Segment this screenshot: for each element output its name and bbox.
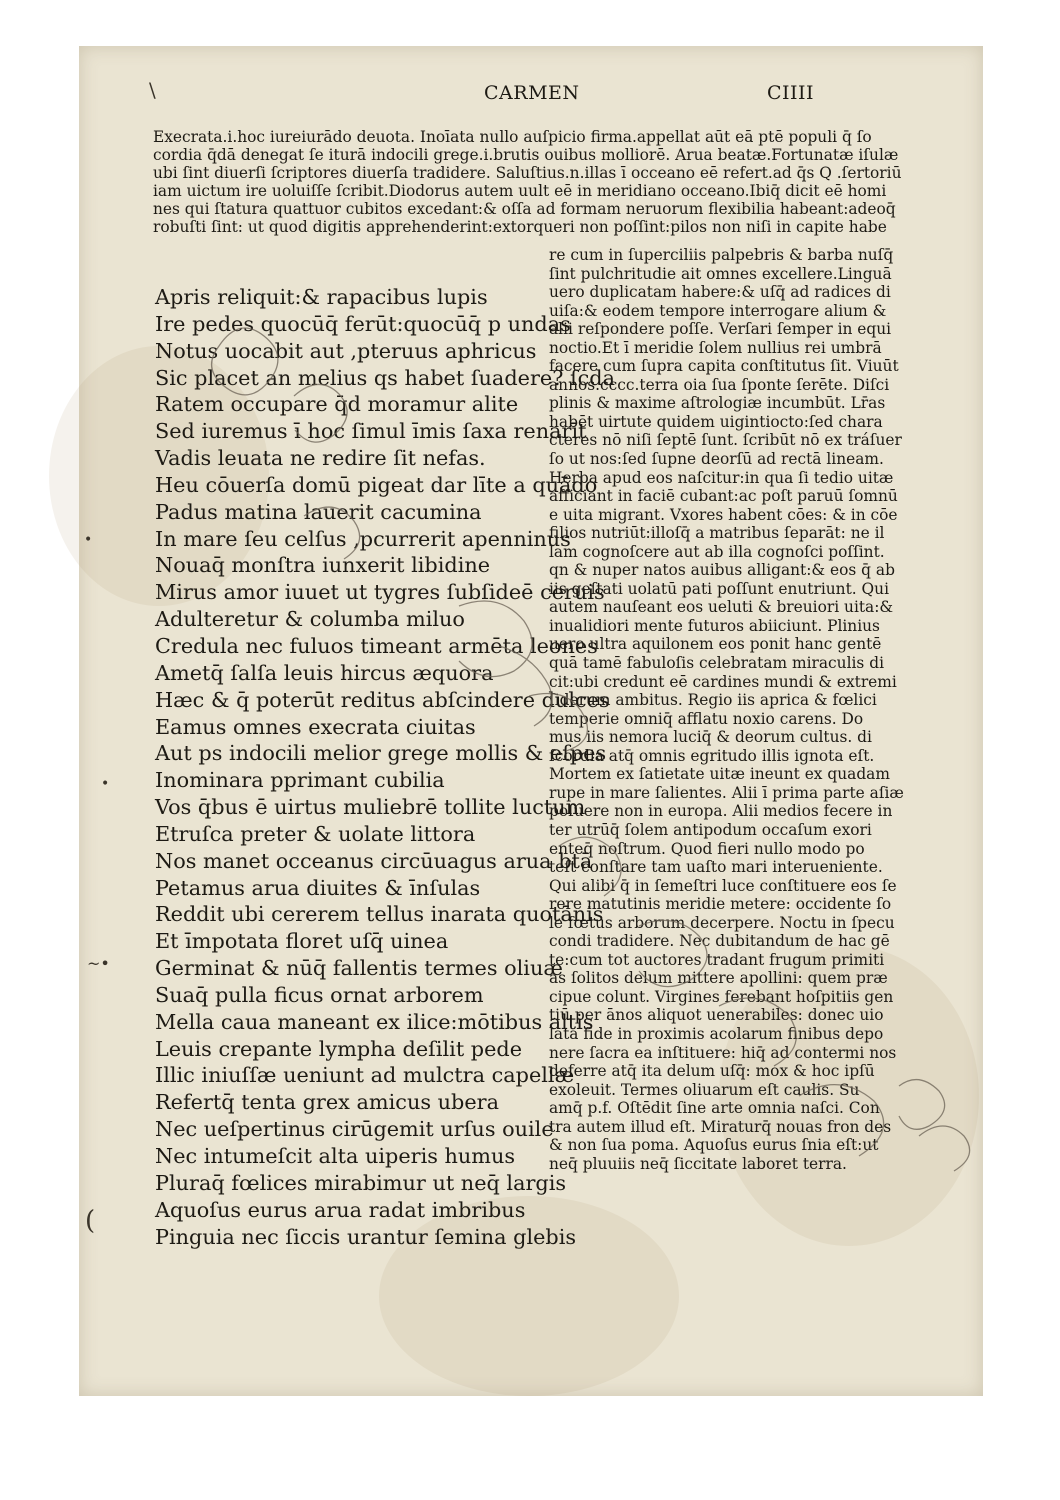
- commentary-line: alii reſpondere poſſe. Verſari ſemper in equi: [549, 320, 892, 339]
- verse-line: Aut ps indocili melior grege mollis & eſpes: [155, 741, 607, 766]
- commentary-line: as ſolitos delum mittere apollini: quem præ: [549, 969, 888, 988]
- commentary-line: le fœtus arborum decerpere. Noctu in ſpecu: [549, 913, 895, 932]
- verse-block: [155, 284, 616, 1250]
- commentary-line: mus iis nemora luciq̄ & deorum cultus. di: [549, 728, 872, 747]
- ink-mark: •: [84, 532, 93, 548]
- verse-line: Refertq̄ tenta grex amicus ubera: [155, 1090, 499, 1115]
- verse-line: Ratem occupare q̄d moramur alite: [155, 392, 519, 417]
- verse-line: Nec intumeſcit alta uiperis humus: [155, 1144, 516, 1168]
- verse-line: Et īmpotata floret uſq̄ uinea: [155, 929, 449, 954]
- commentary-line: iam uictum ire uoluiſſe ſcribit.Diodorus autem uult eē in meridiano occeano.Ibiq̄ dicit eē homi: [153, 182, 887, 201]
- commentary-line: cipue colunt. Virgines ferebant hoſpitiis gen: [549, 987, 894, 1006]
- verse-line: Heu cōuerſa domū pigeat dar līte a quādo: [155, 472, 598, 497]
- verse-line: Illic iniuſſæ ueniunt ad mulctra capellæ: [155, 1063, 575, 1088]
- commentary-right: [549, 246, 904, 1173]
- verse-line: Reddit ubi cererem tellus inarata quotānis: [155, 902, 604, 927]
- commentary-line: te:cum tot auctores tradant frugum primiti: [549, 950, 885, 969]
- commentary-line: Qui alibi q̄ in ſemeſtri luce conſtituere eos ſe: [549, 876, 897, 895]
- commentary-line: cit:ubi credunt eē cardines mundi & extremi: [549, 672, 897, 691]
- commentary-line: neq̄ pluuiis neq̄ ſiccitate laboret terra.: [549, 1154, 847, 1173]
- verse-line: Petamus arua diuites & īnſulas: [155, 875, 481, 900]
- commentary-line: & non ſua poma. Aquoſus eurus ſnia eſt:ut: [549, 1136, 879, 1155]
- commentary-line: re cum in ſuperciliis palpebris & barba nuſq̄: [549, 246, 894, 264]
- verse-line: Eamus omnes execrata ciuitas: [155, 714, 476, 739]
- commentary-line: tra autem illud eſt. Miraturq̄ nouas fron des: [549, 1117, 892, 1136]
- verse-line: Leuis crepante lympha deſilit pede: [155, 1036, 523, 1061]
- verse-line: Pinguia nec ſiccis urantur ſemina glebis: [155, 1224, 577, 1249]
- commentary-line: iis geſtati uolatū pati poſſunt enutriunt. Qui: [549, 579, 889, 598]
- commentary-line: temperie omniq̄ afflatu noxio carens. Do: [549, 709, 864, 728]
- commentary-line: filios nutriūt:illoſq̄ a matribus ſeparāt: ne il: [549, 524, 885, 543]
- commentary-line: cteres nō niſi ſeptē ſunt. ſcribūt nō ex tráſuer: [549, 431, 902, 450]
- commentary-line: autem nauſeant eos ueluti & breuiori uita:&: [549, 598, 894, 617]
- ink-mark: •: [101, 776, 110, 792]
- commentary-line: tiū per ānos aliquot uenerabiles: donec uio: [549, 1006, 884, 1025]
- verse-line: Nos manet occeanus circūuagus arua btā: [155, 848, 593, 873]
- commentary-line: rere matutinis meridie metere: occidente ſo: [549, 895, 892, 914]
- commentary-line: plinis & maxime aſtrologiæ incumbūt. Lr̄as: [549, 394, 886, 413]
- commentary-line: uiſa:& eodem tempore interrogare alium &: [549, 301, 887, 320]
- commentary-line: nere ſacra ea inſtituere: hiq̄ ad contermi nos: [549, 1043, 897, 1062]
- verse-line: Ire pedes quocūq̄ ferūt:quocūq̄ p undas: [155, 311, 571, 336]
- verse-line: Mella caua maneant ex ilice:mōtibus altis: [155, 1009, 594, 1034]
- verse-line: Credula nec fuluos timeant armēta leones: [155, 633, 598, 658]
- verse-line: Vos q̄bus ē uirtus muliebrē tollite luctum: [155, 795, 586, 820]
- commentary-top: [153, 128, 902, 237]
- commentary-line: uero duplicatam habere:& uſq̄ ad radices di: [549, 283, 891, 302]
- commentary-line: habēt uirtute quidem uigintiocto:ſed chara: [549, 412, 883, 431]
- verse-line: Notus uocabit aut ,pteruus aphricus: [155, 338, 537, 363]
- commentary-line: uero ultra aquilonem eos ponit hanc gentē: [549, 635, 882, 654]
- verse-line: Sic placet an melius qs habet ſuadere? ſcda: [155, 365, 616, 390]
- commentary-line: facere cum ſupra capita conſtitutus ſit. Viuūt: [549, 357, 899, 376]
- verse-line: Apris reliquit:& rapacibus lupis: [155, 285, 488, 309]
- verse-line: Germinat & nūq̄ fallentis termes oliuæ: [155, 956, 563, 981]
- commentary-line: ſint pulchritudie ait omnes excellere.Linguā: [549, 264, 892, 283]
- commentary-line: afficiant in faciē cubant:ac poſt paruū ſomnū: [549, 487, 898, 506]
- verse-line: Hæc & q̄ poterūt reditus abſcindere dulces: [155, 687, 610, 712]
- verse-line: Sed iuremus ī hoc ſimul īmis ſaxa renarīt: [155, 419, 587, 444]
- commentary-line: Execrata.i.hoc iureiurādo deuota. Inoīata nullo auſpicio firma.appellat aūt eā ptē populi q̄ ſo: [153, 128, 872, 146]
- verse-line: Suaq̄ pulla ficus ornat arborem: [155, 982, 484, 1007]
- verse-line: Pluraq̄ fœlices mirabimur ut neq̄ largis: [155, 1170, 567, 1195]
- verse-line: Nouaq̄ monſtra iunxerit libidine: [155, 553, 491, 578]
- ink-mark: (: [85, 1206, 96, 1236]
- verse-line: Inominara pprimant cubilia: [155, 768, 445, 793]
- ink-mark: ~•: [87, 954, 110, 973]
- book-page: [79, 46, 983, 1396]
- commentary-line: enteq̄ noſtrum. Quod fieri nullo modo po: [549, 839, 865, 858]
- commentary-line: ſcordia atq̄ omnis egritudo illis ignota eſt.: [549, 746, 875, 765]
- commentary-line: Mortem ex ſatietate uitæ ineunt ex quadam: [549, 765, 890, 784]
- verse-line: Vadis leuata ne redire ſit nefas.: [155, 446, 486, 471]
- verse-line: Ametq̄ ſalſa leuis hircus æquora: [155, 660, 494, 685]
- commentary-line: exoleuit. Termes oliuarum eſt caulis. Su: [549, 1080, 860, 1099]
- commentary-line: lam cognoſcere aut ab illa cognoſci poſſint.: [549, 542, 885, 561]
- commentary-line: cordia q̄dā denegat ſe iturā indocili grege.i.brutis ouibus molliorē. Arua beatæ.Fortunatæ iſulæ: [153, 146, 899, 165]
- verse-line: Etruſca preter & uolate littora: [155, 821, 476, 846]
- commentary-line: qn & nuper natos auibus alligant:& eos q̄ ab: [549, 561, 895, 580]
- commentary-line: amq̄ p.f. Oſtēdit ſine arte omnia naſci. Con: [549, 1099, 880, 1118]
- commentary-line: annos.cccc.terra oia ſua ſponte ſerēte. Diſci: [549, 375, 890, 394]
- commentary-line: poſuere non in europa. Alii medios fecere in: [549, 802, 893, 821]
- commentary-line: deferre atq̄ ita delum uſq̄: mox & hoc ipſū: [549, 1062, 875, 1081]
- verse-line: Padus matina lauerit cacumina: [155, 499, 482, 524]
- ink-mark: \: [149, 78, 156, 102]
- commentary-line: robuſti ſint: ut quod digitis apprehenderint:extorqueri non poſſint:pilos non niſi in capite habe: [153, 218, 887, 237]
- commentary-line: ſiderum ambitus. Regio iis aprica & fœlici: [549, 691, 877, 710]
- commentary-line: e uita migrant. Vxores habent cōes: & in cōe: [549, 505, 898, 524]
- verse-line: Mirus amor iuuet ut tygres ſubſideē ceruis: [155, 580, 605, 605]
- folio-number: CIIII: [767, 82, 815, 104]
- commentary-line: lata fide in proximis acolarum finibus depo: [549, 1024, 884, 1043]
- commentary-line: quā tamē fabuloſis celebratam miraculis di: [549, 654, 885, 673]
- verse-line: Adulteretur & columba miluo: [155, 607, 465, 632]
- commentary-line: ubi ſint diuerſi ſcriptores diuerſa tradidere. Saluſtius.n.illas ī occeano eē refert.ad q̄s Q .ſertoriū: [153, 164, 902, 183]
- verse-line: Aquoſus eurus arua radat imbribus: [155, 1197, 526, 1222]
- commentary-line: teſt conſtare tam uaſto mari interueniente.: [549, 858, 883, 877]
- verse-line: Nec ueſpertinus cirūgemit urſus ouile: [155, 1117, 554, 1142]
- commentary-line: condi tradidere. Nec dubitandum de hac gē: [549, 932, 890, 951]
- commentary-line: noctio.Et ī meridie ſolem nullius rei umbrā: [549, 338, 882, 357]
- commentary-line: ter utrūq̄ ſolem antipodum occaſum exori: [549, 820, 872, 839]
- commentary-line: nes qui ſtatura quattuor cubitos excedant:& oſſa ad formam neruorum flexibilia habeant:adeoq̄: [153, 200, 896, 219]
- commentary-line: Herba apud eos naſcitur:in qua ſi tedio uitæ: [549, 468, 894, 487]
- commentary-line: inualidiori mente futuros abiiciunt. Plinius: [549, 616, 880, 635]
- commentary-line: ſo ut nos:ſed ſupne deorſū ad rectā lineam.: [549, 450, 884, 469]
- commentary-line: rupe in mare ſalientes. Alii ī prima parte aſiæ: [549, 783, 904, 802]
- verse-line: In mare ſeu celſus ,pcurrerit apenninus: [155, 526, 571, 551]
- running-title: CARMEN: [484, 82, 580, 104]
